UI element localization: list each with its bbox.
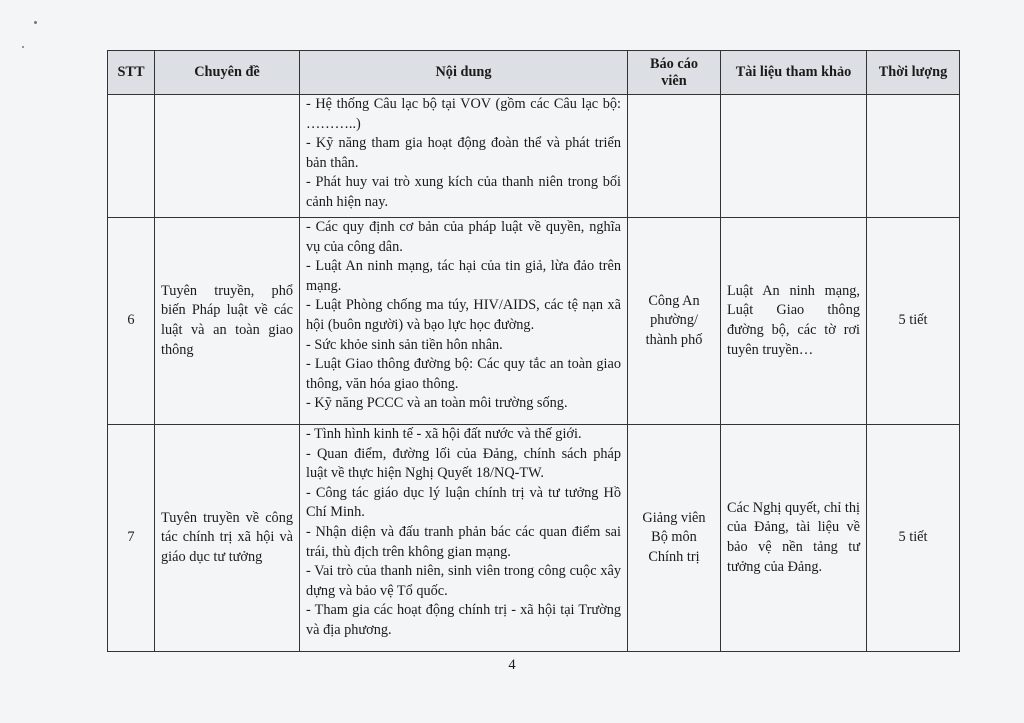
header-reference: Tài liệu tham khảo <box>721 51 867 95</box>
content-line: - Các quy định cơ bản của pháp luật về quyền, nghĩa vụ của công dân. <box>306 219 621 255</box>
row-stt: 6 <box>108 218 155 425</box>
row-duration: 5 tiết <box>867 425 960 652</box>
row-speaker: Công An phường/ thành phố <box>628 218 721 425</box>
content-line: - Sức khỏe sinh sản tiền hôn nhân. <box>306 336 503 353</box>
content-line: - Kỹ năng tham gia hoạt động đoàn thể và phát triển bản thân. <box>306 135 621 171</box>
row-content <box>300 218 628 425</box>
content-line: - Kỹ năng PCCC và an toàn môi trường sống. <box>306 395 568 412</box>
table-row <box>108 218 960 425</box>
row-stt <box>108 95 155 218</box>
table-header-row <box>108 51 960 95</box>
content-line: - Vai trò của thanh niên, sinh viên trong công cuộc xây dựng và bảo vệ Tổ quốc. <box>306 563 621 599</box>
table-row <box>108 425 960 652</box>
row-content <box>300 95 628 218</box>
row-reference: Các Nghị quyết, chỉ thị của Đảng, tài liệu về bảo vệ nền tảng tư tưởng của Đảng. <box>721 425 867 652</box>
row-duration <box>867 95 960 218</box>
row-speaker: Giảng viên Bộ môn Chính trị <box>628 425 721 652</box>
scan-speck <box>22 46 24 48</box>
row-topic: Tuyên truyền, phổ biến Pháp luật về các luật và an toàn giao thông <box>155 218 300 425</box>
content-line: - Quan điểm, đường lối của Đảng, chính sách pháp luật về thực hiện Nghị Quyết 18/NQ-TW. <box>306 445 621 482</box>
table-row <box>108 95 960 218</box>
content-line: - Phát huy vai trò xung kích của thanh niên trong bối cảnh hiện nay. <box>306 174 621 210</box>
row-stt: 7 <box>108 425 155 652</box>
content-line: - Luật Giao thông đường bộ: Các quy tắc an toàn giao thông, văn hóa giao thông. <box>306 356 621 392</box>
row-topic <box>155 95 300 218</box>
header-content: Nội dung <box>300 51 628 95</box>
content-line: - Luật Phòng chống ma túy, HIV/AIDS, các tệ nạn xã hội (buôn người) và bạo lực học đường. <box>306 297 621 333</box>
training-plan-table <box>107 50 960 652</box>
header-speaker: Báo cáo viên <box>628 51 721 95</box>
content-line: - Tình hình kinh tế - xã hội đất nước và thế giới. <box>306 426 582 442</box>
row-duration: 5 tiết <box>867 218 960 425</box>
row-reference <box>721 95 867 218</box>
header-duration: Thời lượng <box>867 51 960 95</box>
header-topic: Chuyên đề <box>155 51 300 95</box>
content-line: - Nhận diện và đấu tranh phản bác các quan điểm sai trái, thù địch trên không gian mạng. <box>306 523 621 560</box>
row-reference: Luật An ninh mạng, Luật Giao thông đường bộ, các tờ rơi tuyên truyền… <box>721 218 867 425</box>
header-stt: STT <box>108 51 155 95</box>
scan-speck <box>34 21 37 24</box>
content-line: - Công tác giáo dục lý luận chính trị và tư tưởng Hồ Chí Minh. <box>306 484 621 521</box>
row-topic: Tuyên truyền về công tác chính trị xã hội và giáo dục tư tưởng <box>155 425 300 652</box>
row-speaker <box>628 95 721 218</box>
content-line: - Luật An ninh mạng, tác hại của tin giả, lừa đảo trên mạng. <box>306 258 621 294</box>
content-line: - Tham gia các hoạt động chính trị - xã hội tại Trường và địa phương. <box>306 602 621 638</box>
page-number: 4 <box>508 657 516 673</box>
row-content <box>300 425 628 652</box>
content-line: - Hệ thống Câu lạc bộ tại VOV (gồm các Câu lạc bộ: ………..) <box>306 96 621 132</box>
